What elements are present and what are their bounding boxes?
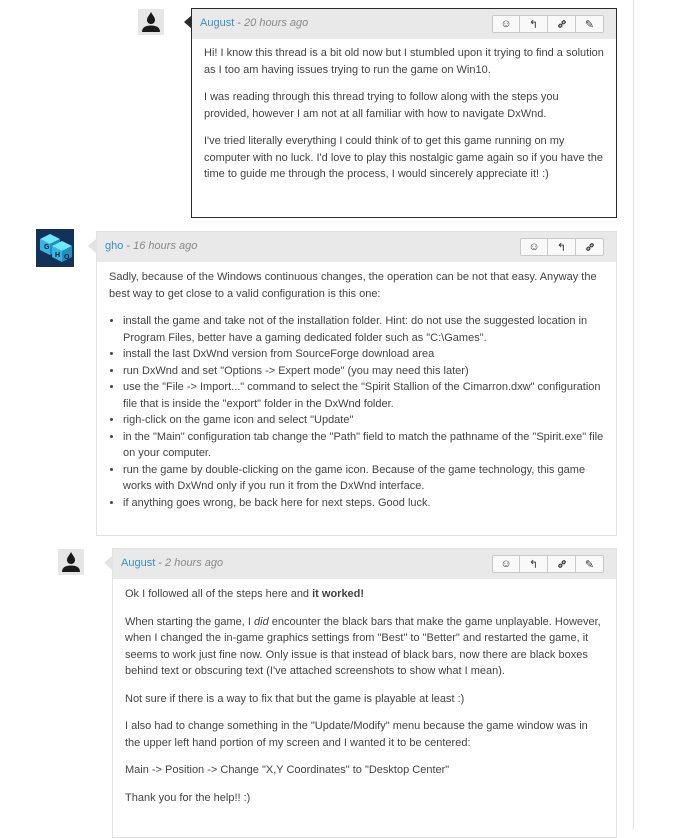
chain-link-icon [557, 559, 567, 569]
timestamp[interactable]: 20 hours ago [244, 17, 309, 29]
list-item: • in the "Main" configuration tab change the "Path" field to match the pathname of the "Spirit.exe" file on your computer. [123, 429, 604, 462]
smile-icon[interactable]: ☺ [492, 555, 520, 573]
meta-separator: - [123, 240, 134, 252]
comment-paragraph: Thank you for the help!! :) [125, 791, 251, 804]
edit-icon[interactable]: ✎ [576, 555, 604, 573]
meta-separator: - [234, 17, 245, 29]
author-link[interactable]: August [200, 17, 235, 29]
avatar-august[interactable] [138, 9, 164, 35]
list-item: • if anything goes wrong, be back here for next steps. Good luck. [123, 495, 604, 512]
comment-body [192, 39, 616, 183]
svg-text:G: G [44, 244, 50, 251]
comment-header [192, 9, 616, 39]
comment-paragraph: Sadly, because of the Windows continuous changes, the operation can be not that easy. Anyway the best way to get close to a valid configuration is this one: [109, 271, 597, 300]
comment-actions [520, 238, 604, 256]
comment-meta [105, 240, 197, 252]
link-icon[interactable] [548, 555, 576, 573]
chain-link-icon [557, 19, 567, 29]
paragraph-text: Ok I followed all of the steps here and [125, 588, 313, 600]
comment-paragraph: I also had to change something in the "Update/Modify" menu because the game window was in the upper left hand portion of my screen and I wanted it to be centered: [125, 720, 588, 749]
comment-body [97, 262, 616, 511]
comment-body [113, 579, 616, 806]
reply-icon[interactable]: ↰ [520, 555, 548, 573]
link-icon[interactable] [576, 238, 604, 256]
timestamp[interactable]: 2 hours ago [165, 557, 224, 569]
avatar-gho[interactable] [36, 229, 74, 267]
comment-paragraph: I was reading through this thread trying to follow along with the steps you provided, however I am not at all familiar with how to navigate DxWnd. [204, 91, 559, 120]
comment-august-2 [112, 548, 617, 838]
user-silhouette-icon [59, 550, 83, 574]
svg-text:H: H [55, 252, 61, 259]
user-silhouette-icon [139, 10, 163, 34]
comment-actions [492, 15, 604, 33]
author-link[interactable]: August [121, 557, 156, 569]
meta-separator: - [155, 557, 166, 569]
reply-icon[interactable]: ↰ [548, 238, 576, 256]
list-item: • righ-click on the game icon and select "Update" [123, 412, 604, 429]
comment-header [113, 549, 616, 579]
chain-link-icon [585, 242, 595, 252]
comment-paragraph [125, 614, 604, 680]
post-pointer [104, 556, 112, 570]
list-item: • use the "File -> Import..." command to select the "Spirit Stallion of the Cimarron.dxw" configuration file that is inside the "export" folder in the DxWnd folder. [123, 379, 604, 412]
paragraph-text: When starting the game, I [125, 615, 255, 628]
list-item: • run the game by double-clicking on the game icon. Because of the game technology, this game works with DxWnd only if you run it from the DxWnd interface. [123, 462, 604, 495]
author-link[interactable]: gho [105, 240, 124, 252]
edit-icon[interactable]: ✎ [576, 15, 604, 33]
smile-icon[interactable]: ☺ [520, 238, 548, 256]
paragraph-text: encounter the black bars that make the game unplayable. However, when I changed the in-game graphics settings from "Best" to "Better" and restarted the game, it seems to work just fine now. Only issue is that instead of black bars, now there are black boxes behind text or obscuring text (I've attached screenshots to show what I mean). [125, 615, 601, 677]
bold-text: it worked! [312, 588, 365, 600]
comment-header [97, 232, 616, 262]
comment-meta [121, 557, 223, 569]
comment-paragraph [125, 586, 604, 603]
post-pointer [88, 239, 96, 253]
comment-paragraph: I've tried literally everything I could think of to get this game running on my computer with no luck. I'd love to play this nostalgic game again so if you have the time to guide me through the process, I would sincerely appreciate it! :) [204, 135, 603, 180]
link-icon[interactable] [548, 15, 576, 33]
list-item: • install the game and take not of the installation folder. Hint: do not use the suggested location in Program Files, better have a gaming dedicated folder such as "C:\Games". [123, 313, 604, 346]
list-item: • run DxWnd and set "Options -> Expert mode" (you may need this later) [123, 363, 604, 380]
comment-gho [96, 231, 617, 536]
timestamp[interactable]: 16 hours ago [133, 240, 198, 252]
comment-actions [492, 555, 604, 573]
cube-logo-icon [36, 229, 74, 267]
right-divider [633, 0, 634, 829]
list-item: • install the last DxWnd version from SourceForge download area [123, 346, 604, 363]
comment-paragraph: Hi! I know this thread is a bit old now but I stumbled upon it trying to find a solution as I too am having issues trying to run the game on Win10. [204, 47, 604, 76]
comment-august-1 [191, 8, 617, 218]
reply-icon[interactable]: ↰ [520, 15, 548, 33]
comment-paragraph: Main -> Position -> Change "X,Y Coordinates" to "Desktop Center" [125, 764, 450, 776]
comment-meta [200, 17, 308, 29]
italic-text: did [254, 615, 269, 628]
steps-list [109, 313, 604, 511]
avatar-august[interactable] [58, 549, 84, 575]
comment-paragraph: Not sure if there is a way to fix that but the game is playable at least :) [125, 692, 465, 705]
smile-icon[interactable]: ☺ [492, 15, 520, 33]
svg-text:O: O [64, 254, 70, 261]
